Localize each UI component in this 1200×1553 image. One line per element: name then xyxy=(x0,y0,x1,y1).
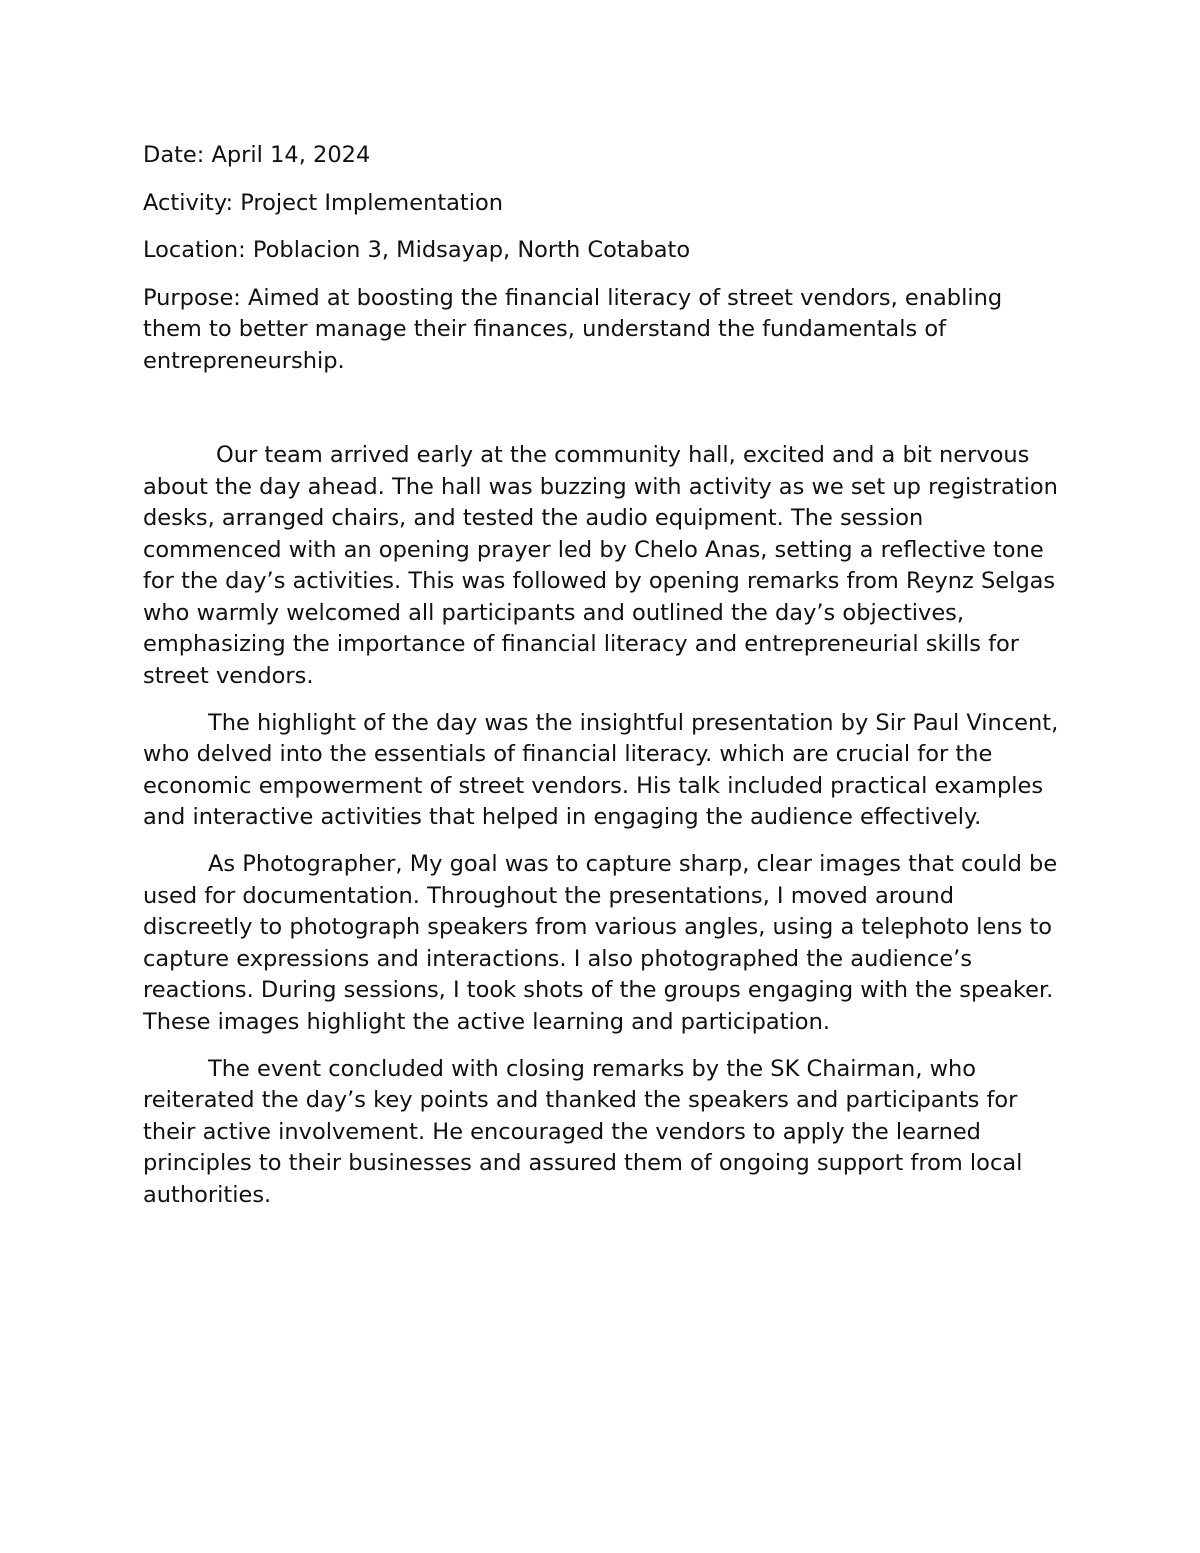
section-spacer xyxy=(143,393,1068,440)
paragraph-photographer: As Photographer, My goal was to capture sharp, clear images that could be used for documentation. Throughout the presentations, I moved around discreetly to photograph speakers from various angles, using a telephoto lens to capture expressions and interactions. I also photographed the audience’s reactions. During sessions, I took shots of the groups engaging with the speaker. These images highlight the active learning and participation. xyxy=(143,851,1058,1035)
paragraph-arrival: Our team arrived early at the community hall, excited and a bit nervous about the day ahead. The hall was buzzing with activity as we set up registration desks, arranged chairs, and tested the audio equipment. The session commenced with an opening prayer led by Chelo Anas, setting a reflective tone for the day’s activities. This was followed by opening remarks from Reynz Selgas who warmly welcomed all participants and outlined the day’s objectives, emphasizing the importance of financial literacy and entrepreneurial skills for street vendors. xyxy=(143,442,1058,689)
location-line: Location: Poblacion 3, Midsayap, North Cotabato xyxy=(143,237,691,263)
paragraph-closing: The event concluded with closing remarks by the SK Chairman, who reiterated the day’s key points and thanked the speakers and participants for their active involvement. He encouraged the vendors to apply the learned principles to their businesses and assured them of ongoing support from local authorities. xyxy=(143,1055,1023,1208)
paragraph-highlight: The highlight of the day was the insightful presentation by Sir Paul Vincent, who delved into the essentials of financial literacy. which are crucial for the economic empowerment of street vendors. His talk included practical examples and interactive activities that helped in engaging the audience effectively. xyxy=(143,709,1059,830)
purpose-line: Purpose: Aimed at boosting the financial literacy of street vendors, enabling them to better manage their finances, understand the fundamentals of entrepreneurship. xyxy=(143,284,1003,374)
document-body xyxy=(143,140,1068,1227)
activity-line: Activity: Project Implementation xyxy=(143,189,504,216)
date-line: Date: April 14, 2024 xyxy=(143,142,371,168)
